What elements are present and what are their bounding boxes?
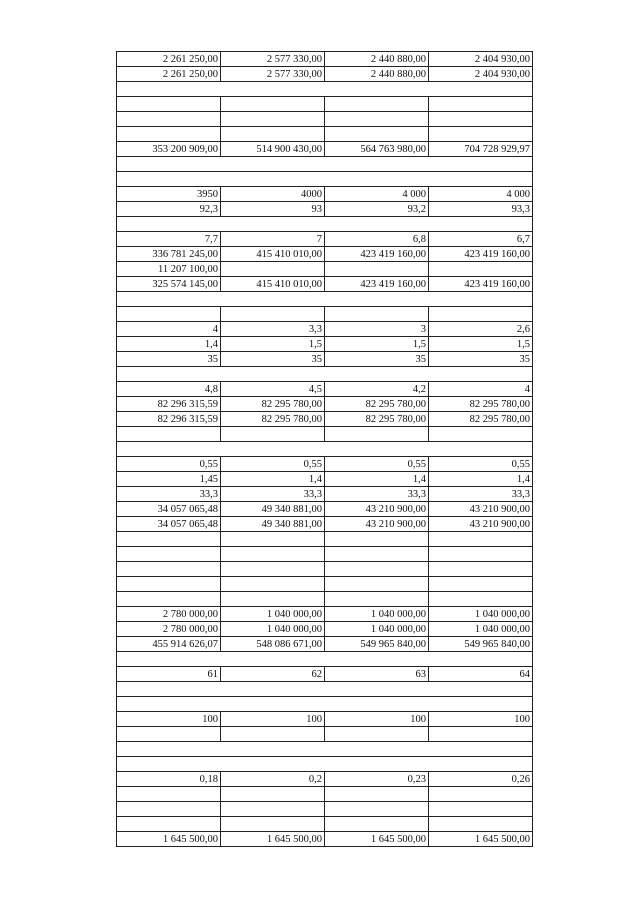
table-body [117,52,533,847]
table-cell: 2 577 330,00 [221,52,325,67]
table-cell: 353 200 909,00 [117,142,221,157]
table-cell: 4,2 [325,382,429,397]
table-cell: 82 295 780,00 [429,397,533,412]
table-cell [429,262,533,277]
table-cell [117,97,221,112]
table-cell [325,307,429,322]
table-cell [117,112,221,127]
table-cell [325,112,429,127]
table-row [117,187,533,202]
table-cell: 33,3 [325,487,429,502]
table-cell [325,127,429,142]
table-cell: 63 [325,667,429,682]
table-cell: 2 780 000,00 [117,607,221,622]
table-cell [325,592,429,607]
table-cell: 4 [429,382,533,397]
table-cell [429,817,533,832]
table-cell [325,802,429,817]
table-cell: 33,3 [117,487,221,502]
table-row [117,457,533,472]
table-cell [117,532,221,547]
table-cell: 2 261 250,00 [117,52,221,67]
table-cell [221,262,325,277]
table-cell: 82 296 315,59 [117,397,221,412]
table-cell: 3950 [117,187,221,202]
table-row [117,667,533,682]
table-cell [221,427,325,442]
table-cell [221,547,325,562]
table-cell [325,97,429,112]
table-cell [221,562,325,577]
table-row-merged [117,217,533,232]
table-cell: 2 780 000,00 [117,622,221,637]
table-cell: 1,5 [221,337,325,352]
table-cell [221,817,325,832]
merged-cell [117,652,533,667]
table-cell [117,787,221,802]
table-cell [117,427,221,442]
table-cell [429,592,533,607]
table-cell [221,307,325,322]
table-cell [221,532,325,547]
table-cell [429,562,533,577]
table-cell: 93 [221,202,325,217]
table-cell [429,427,533,442]
table-cell: 336 781 245,00 [117,247,221,262]
table-cell: 2,6 [429,322,533,337]
table-cell: 100 [221,712,325,727]
table-cell: 0,18 [117,772,221,787]
table-row [117,142,533,157]
table-row [117,547,533,562]
table-cell: 49 340 881,00 [221,517,325,532]
table-row [117,562,533,577]
table-cell: 1 645 500,00 [221,832,325,847]
table-cell: 1,4 [325,472,429,487]
table-cell: 1 645 500,00 [429,832,533,847]
table-cell: 4000 [221,187,325,202]
table-cell [221,727,325,742]
table-cell: 423 419 160,00 [429,277,533,292]
table-cell: 35 [117,352,221,367]
table-cell: 1 040 000,00 [429,622,533,637]
table-cell: 0,55 [117,457,221,472]
table-row [117,487,533,502]
table-cell [429,547,533,562]
table-cell: 43 210 900,00 [429,502,533,517]
table-row [117,517,533,532]
table-cell: 3,3 [221,322,325,337]
table-cell [325,577,429,592]
table-cell [117,727,221,742]
table-row [117,112,533,127]
table-row [117,502,533,517]
table-cell: 3 [325,322,429,337]
table-cell: 704 728 929,97 [429,142,533,157]
table-cell: 1 040 000,00 [221,607,325,622]
table-cell: 0,55 [221,457,325,472]
table-cell [429,577,533,592]
table-row-merged [117,757,533,772]
table-cell: 93,3 [429,202,533,217]
table-cell: 549 965 840,00 [429,637,533,652]
table-cell: 0,26 [429,772,533,787]
table-cell: 415 410 010,00 [221,247,325,262]
table-cell: 1 645 500,00 [117,832,221,847]
table-cell: 43 210 900,00 [325,517,429,532]
table-cell [325,787,429,802]
table-cell: 1 040 000,00 [325,607,429,622]
table-row [117,97,533,112]
table-row [117,802,533,817]
table-cell: 2 577 330,00 [221,67,325,82]
table-cell [117,547,221,562]
table-cell: 100 [325,712,429,727]
table-cell: 1 040 000,00 [325,622,429,637]
table-cell: 1 645 500,00 [325,832,429,847]
table-cell: 43 210 900,00 [325,502,429,517]
table-row [117,247,533,262]
table-cell [325,817,429,832]
merged-cell [117,82,533,97]
table-cell [117,802,221,817]
table-row-merged [117,742,533,757]
merged-cell [117,442,533,457]
table-cell: 2 261 250,00 [117,67,221,82]
table-cell: 0,55 [429,457,533,472]
table-cell: 33,3 [221,487,325,502]
table-row [117,232,533,247]
table-row-merged [117,82,533,97]
table-cell [429,97,533,112]
table-row [117,832,533,847]
table-cell: 455 914 626,07 [117,637,221,652]
table-cell: 82 295 780,00 [325,397,429,412]
table-cell [221,97,325,112]
table-cell: 415 410 010,00 [221,277,325,292]
table-row [117,607,533,622]
table-cell: 548 086 671,00 [221,637,325,652]
table-cell: 82 295 780,00 [221,397,325,412]
table-cell: 61 [117,667,221,682]
table-cell: 1,4 [117,337,221,352]
table-cell [325,427,429,442]
table-cell: 325 574 145,00 [117,277,221,292]
table-cell [429,787,533,802]
table-cell [117,127,221,142]
merged-cell [117,172,533,187]
table-row [117,727,533,742]
table-cell: 0,2 [221,772,325,787]
table-cell: 1 040 000,00 [429,607,533,622]
table-cell: 11 207 100,00 [117,262,221,277]
table-cell: 1,5 [429,337,533,352]
table-cell: 43 210 900,00 [429,517,533,532]
table-row [117,772,533,787]
table-cell [429,112,533,127]
table-row [117,277,533,292]
table-row [117,412,533,427]
table-row [117,67,533,82]
table-row [117,397,533,412]
table-cell: 82 295 780,00 [429,412,533,427]
table-cell: 7,7 [117,232,221,247]
table-row-merged [117,157,533,172]
table-cell [429,727,533,742]
table-row [117,427,533,442]
table-row [117,262,533,277]
table-row-merged [117,682,533,697]
table-cell: 2 440 880,00 [325,52,429,67]
table-cell: 423 419 160,00 [325,277,429,292]
table-row-merged [117,442,533,457]
table-row-merged [117,172,533,187]
table-cell [429,127,533,142]
table-cell [429,802,533,817]
table-cell: 82 295 780,00 [325,412,429,427]
table-cell [429,307,533,322]
merged-cell [117,682,533,697]
table-cell: 82 295 780,00 [221,412,325,427]
table-row [117,52,533,67]
table-cell [117,577,221,592]
table-row [117,817,533,832]
table-cell: 4,5 [221,382,325,397]
table-row-merged [117,292,533,307]
table-cell: 549 965 840,00 [325,637,429,652]
table-row [117,622,533,637]
table-row [117,322,533,337]
table-row-merged [117,652,533,667]
merged-cell [117,697,533,712]
table-row [117,787,533,802]
table-cell: 514 900 430,00 [221,142,325,157]
table-cell: 34 057 065,48 [117,502,221,517]
table-row-merged [117,697,533,712]
table-cell: 35 [325,352,429,367]
table-cell [325,547,429,562]
table-cell [221,802,325,817]
table-cell: 82 296 315,59 [117,412,221,427]
table-cell: 34 057 065,48 [117,517,221,532]
table-cell: 1,45 [117,472,221,487]
table-row [117,592,533,607]
table-cell [325,562,429,577]
table-row [117,712,533,727]
table-cell: 100 [117,712,221,727]
data-table [116,51,533,847]
table-row-merged [117,367,533,382]
table-cell: 7 [221,232,325,247]
table-cell: 423 419 160,00 [325,247,429,262]
merged-cell [117,757,533,772]
table-cell: 33,3 [429,487,533,502]
table-cell: 49 340 881,00 [221,502,325,517]
table-row [117,382,533,397]
table-cell: 6,8 [325,232,429,247]
merged-cell [117,157,533,172]
table-row [117,532,533,547]
table-cell: 92,3 [117,202,221,217]
table-cell: 4,8 [117,382,221,397]
table-cell [429,532,533,547]
table-row [117,307,533,322]
table-cell: 64 [429,667,533,682]
table-cell: 423 419 160,00 [429,247,533,262]
table-cell: 1,5 [325,337,429,352]
table-cell [325,727,429,742]
merged-cell [117,217,533,232]
table-cell [221,127,325,142]
table-cell: 35 [221,352,325,367]
table-cell [117,562,221,577]
table-cell: 4 000 [325,187,429,202]
table-cell: 2 404 930,00 [429,67,533,82]
table-cell [221,577,325,592]
table-cell: 6,7 [429,232,533,247]
merged-cell [117,292,533,307]
table-cell: 1,4 [221,472,325,487]
table-cell: 93,2 [325,202,429,217]
table-cell [117,307,221,322]
table-cell: 4 [117,322,221,337]
table-cell: 564 763 980,00 [325,142,429,157]
table-cell: 0,23 [325,772,429,787]
table-cell: 1 040 000,00 [221,622,325,637]
table-cell: 1,4 [429,472,533,487]
table-row [117,352,533,367]
table-row [117,472,533,487]
table-cell [117,592,221,607]
table-cell [325,262,429,277]
merged-cell [117,742,533,757]
table-cell [325,532,429,547]
table-row [117,337,533,352]
table-row [117,577,533,592]
table-cell: 2 404 930,00 [429,52,533,67]
table-row [117,127,533,142]
table-cell [117,817,221,832]
table-row [117,202,533,217]
table-cell: 4 000 [429,187,533,202]
table-row [117,637,533,652]
table-cell [221,787,325,802]
table-cell: 62 [221,667,325,682]
table-cell: 0,55 [325,457,429,472]
table-cell: 35 [429,352,533,367]
merged-cell [117,367,533,382]
table-cell [221,112,325,127]
table-cell: 2 440 880,00 [325,67,429,82]
table-cell [221,592,325,607]
table-cell: 100 [429,712,533,727]
